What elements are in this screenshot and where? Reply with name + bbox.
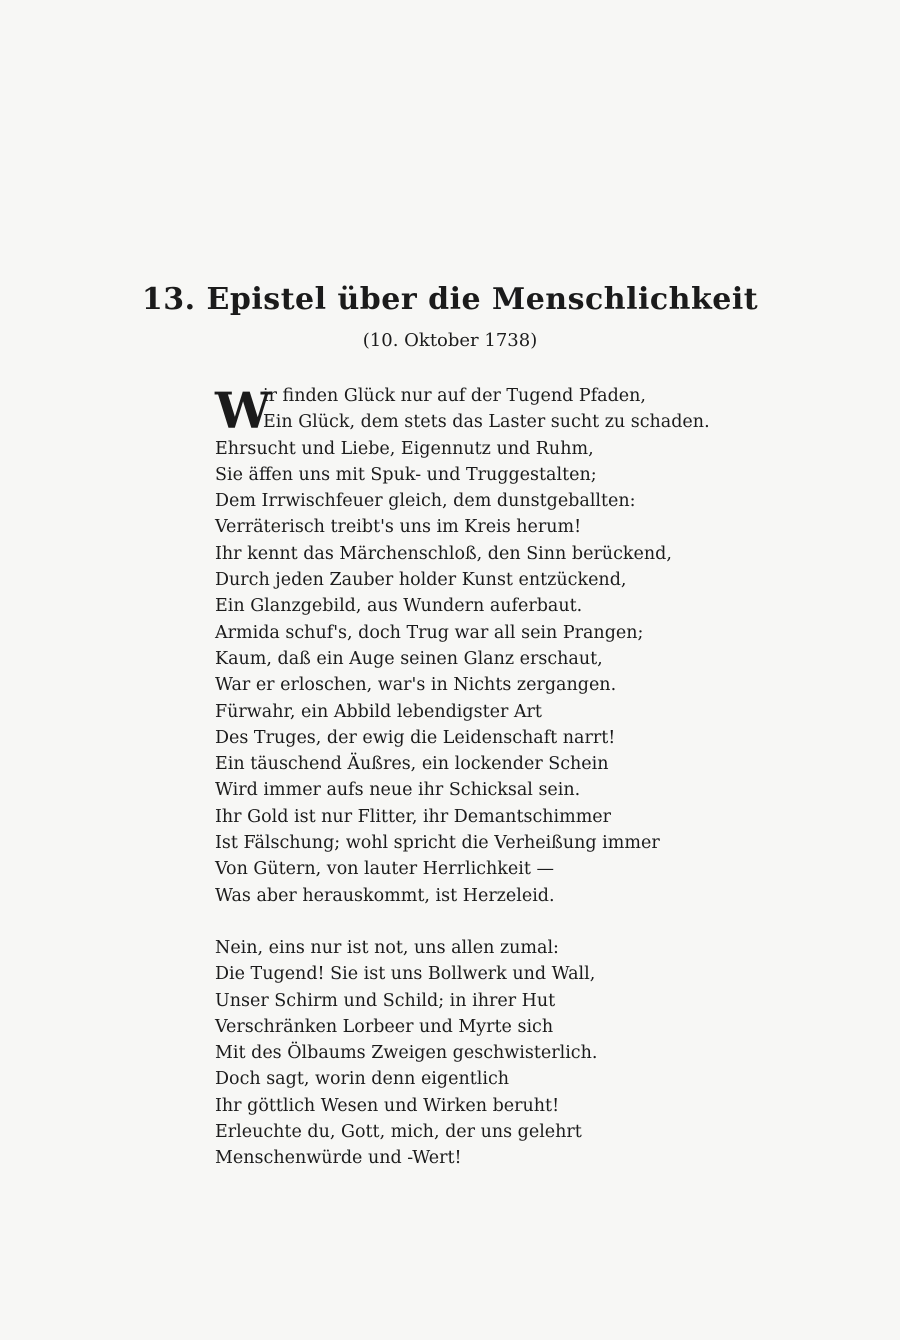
poem-line: Nein, eins nur ist not, uns allen zumal: bbox=[215, 937, 559, 958]
poem-line: Ihr Gold ist nur Flitter, ihr Demantschimmer bbox=[215, 806, 612, 827]
poem-line: Dem Irrwischfeuer gleich, dem dunstgeballten: bbox=[215, 491, 636, 512]
poem-body bbox=[215, 383, 855, 1172]
poem-line: Mit des Ölbaums Zweigen geschwisterlich. bbox=[215, 1043, 598, 1064]
poem-line: Ein Glück, dem stets das Laster sucht zu schaden. bbox=[263, 412, 710, 433]
poem-line: Menschenwürde und -Wert! bbox=[215, 1148, 462, 1169]
poem-line: War er erloschen, war's in Nichts zergangen. bbox=[215, 675, 617, 696]
poem-line: Was aber herauskommt, ist Herzeleid. bbox=[215, 885, 555, 906]
poem-line: Des Truges, der ewig die Leidenschaft narrt! bbox=[215, 727, 616, 748]
poem-line: Die Tugend! Sie ist uns Bollwerk und Wall, bbox=[215, 964, 596, 985]
poem-line: Ehrsucht und Liebe, Eigennutz und Ruhm, bbox=[215, 438, 594, 459]
poem-line: Wird immer aufs neue ihr Schicksal sein. bbox=[215, 780, 581, 801]
poem-line: Ein täuschend Äußres, ein lockender Schein bbox=[215, 754, 609, 775]
poem-line: ir finden Glück nur auf der Tugend Pfaden, bbox=[263, 386, 646, 406]
drop-cap-initial: W bbox=[215, 381, 272, 440]
poem-date: (10. Oktober 1738) bbox=[362, 330, 538, 351]
poem-line: Verschränken Lorbeer und Myrte sich bbox=[215, 1016, 554, 1037]
stanza-2 bbox=[215, 935, 855, 1172]
poem-line: Doch sagt, worin denn eigentlich bbox=[215, 1069, 510, 1090]
poem-line: Verräterisch treibt's uns im Kreis herum! bbox=[215, 517, 582, 538]
poem-line: Armida schuf's, doch Trug war all sein Prangen; bbox=[215, 622, 644, 643]
opening-lines bbox=[215, 381, 855, 440]
poem-line: Ist Fälschung; wohl spricht die Verheißung immer bbox=[215, 833, 660, 854]
poem-line: Sie äffen uns mit Spuk- und Truggestalten; bbox=[215, 464, 597, 485]
stanza-1 bbox=[215, 383, 855, 909]
poem-title: 13. Epistel über die Menschlichkeit bbox=[141, 282, 759, 317]
poem-line: Fürwahr, ein Abbild lebendigster Art bbox=[215, 701, 542, 722]
poem-line: Unser Schirm und Schild; in ihrer Hut bbox=[215, 990, 556, 1011]
poem-line: Kaum, daß ein Auge seinen Glanz erschaut, bbox=[215, 648, 603, 669]
poem-line: Ihr kennt das Märchenschloß, den Sinn berückend, bbox=[215, 543, 672, 564]
poem-line: Durch jeden Zauber holder Kunst entzückend, bbox=[215, 570, 627, 591]
poem-line: Erleuchte du, Gott, mich, der uns gelehrt bbox=[215, 1122, 582, 1143]
poem-line: Ihr göttlich Wesen und Wirken beruht! bbox=[215, 1095, 560, 1116]
poem-line: Ein Glanzgebild, aus Wundern auferbaut. bbox=[215, 596, 583, 617]
poem-line: Von Gütern, von lauter Herrlichkeit — bbox=[215, 859, 554, 880]
